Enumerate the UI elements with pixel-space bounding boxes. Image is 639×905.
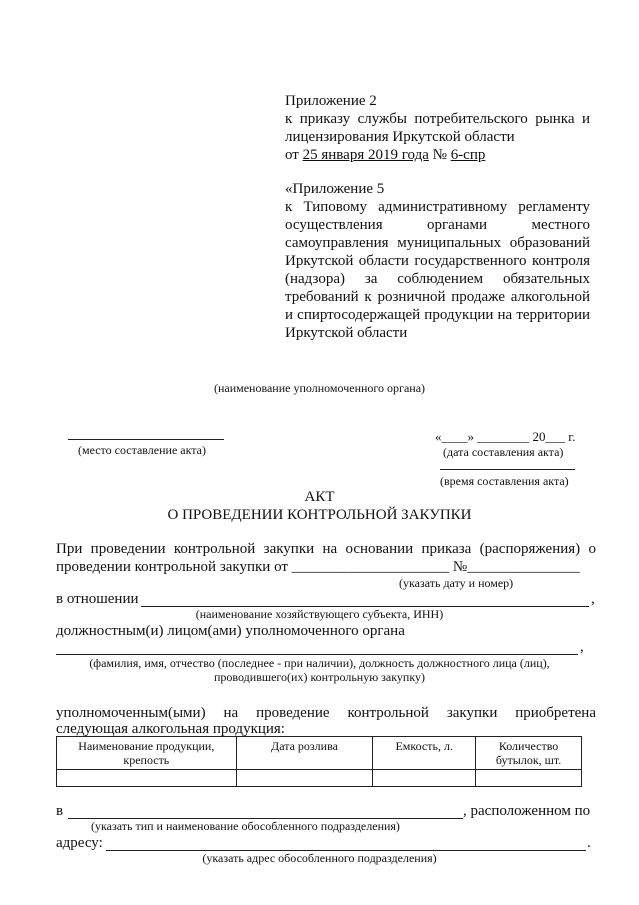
subdivision-label: в xyxy=(56,803,64,819)
column-header-quantity: Количество бутылок, шт. xyxy=(476,737,582,770)
address-dot: . xyxy=(587,835,591,851)
body-text: уполномоченным(ыми) на проведение контрольной закупки приобретена xyxy=(56,705,596,721)
appendix5-line: «Приложение 5 xyxy=(285,181,385,197)
appendix5-line: (надзора) за соблюдением обязательных xyxy=(285,271,590,287)
appendix5-line: Иркутской области xyxy=(285,325,408,341)
table-header-row xyxy=(57,737,582,770)
appendix5-line: к Типовому административному регламенту xyxy=(285,199,590,215)
subject-label: в отношении xyxy=(56,591,139,607)
date-field[interactable]: «____» ________ 20___ г. xyxy=(435,429,576,444)
document-title: АКТ xyxy=(304,489,335,505)
time-caption: (время составления акта) xyxy=(440,474,569,488)
order-number: 6-спр xyxy=(450,147,486,163)
table-cell[interactable] xyxy=(236,770,373,787)
appendix5-line: требований к розничной продаже алкогольной xyxy=(285,289,590,305)
appendix5-line: осуществления органами местного xyxy=(285,217,590,233)
appendix-order-line xyxy=(285,146,485,164)
appendix-line: к приказу службы потребительского рынка и xyxy=(285,111,590,127)
order-number-label: № xyxy=(428,147,451,163)
order-reference-line[interactable]: проведении контрольной закупки от _____________________ №_______________ xyxy=(56,559,580,575)
officials-comma: , xyxy=(580,639,584,655)
order-date: 25 января 2019 года xyxy=(302,147,429,163)
appendix5-line: Иркутской области государственного контроля xyxy=(285,253,590,269)
authority-caption: (наименование уполномоченного органа) xyxy=(213,381,426,395)
place-field[interactable] xyxy=(68,439,224,440)
appendix-line: лицензирования Иркутской области xyxy=(285,129,515,145)
address-label: адресу: xyxy=(56,835,103,851)
officials-label: должностным(и) лицом(ами) уполномоченного органа xyxy=(56,623,405,639)
subject-comma: , xyxy=(591,591,595,607)
subdivision-suffix: , расположенном по xyxy=(463,803,591,819)
address-caption: (указать адрес обособленного подразделения) xyxy=(202,851,437,865)
officials-caption: (фамилия, имя, отчество (последнее - при наличии), должность должностного лица (лиц), xyxy=(89,656,550,670)
document-subtitle: О ПРОВЕДЕНИИ КОНТРОЛЬНОЙ ЗАКУПКИ xyxy=(167,507,472,523)
time-field[interactable] xyxy=(440,469,575,470)
body-text: следующая алкогольная продукция: xyxy=(56,721,285,737)
place-caption: (место составление акта) xyxy=(78,443,206,457)
products-table xyxy=(56,736,582,787)
order-prefix: от xyxy=(285,147,303,163)
table-row xyxy=(57,770,582,787)
appendix5-line: и спиртосодержащей продукции на территории xyxy=(285,307,590,323)
order-reference-caption: (указать дату и номер) xyxy=(399,576,514,590)
appendix-title: Приложение 2 xyxy=(285,93,377,109)
officials-caption: проводившего(их) контрольную закупку) xyxy=(214,670,425,684)
officials-field[interactable] xyxy=(56,654,578,655)
table-cell[interactable] xyxy=(57,770,237,787)
column-header-product: Наименование продукции, крепость xyxy=(57,737,237,770)
date-caption: (дата составления акта) xyxy=(443,445,564,459)
body-text: При проведении контрольной закупки на основании приказа (распоряжения) о xyxy=(56,541,596,557)
table-cell[interactable] xyxy=(476,770,582,787)
column-header-bottling-date: Дата розлива xyxy=(236,737,373,770)
appendix5-line: самоуправления муниципальных образований xyxy=(285,235,590,251)
column-header-volume: Емкость, л. xyxy=(373,737,476,770)
table-cell[interactable] xyxy=(373,770,476,787)
subdivision-caption: (указать тип и наименование обособленного подразделения) xyxy=(91,819,400,833)
subject-caption: (наименование хозяйствующего субъекта, ИНН) xyxy=(195,607,444,621)
